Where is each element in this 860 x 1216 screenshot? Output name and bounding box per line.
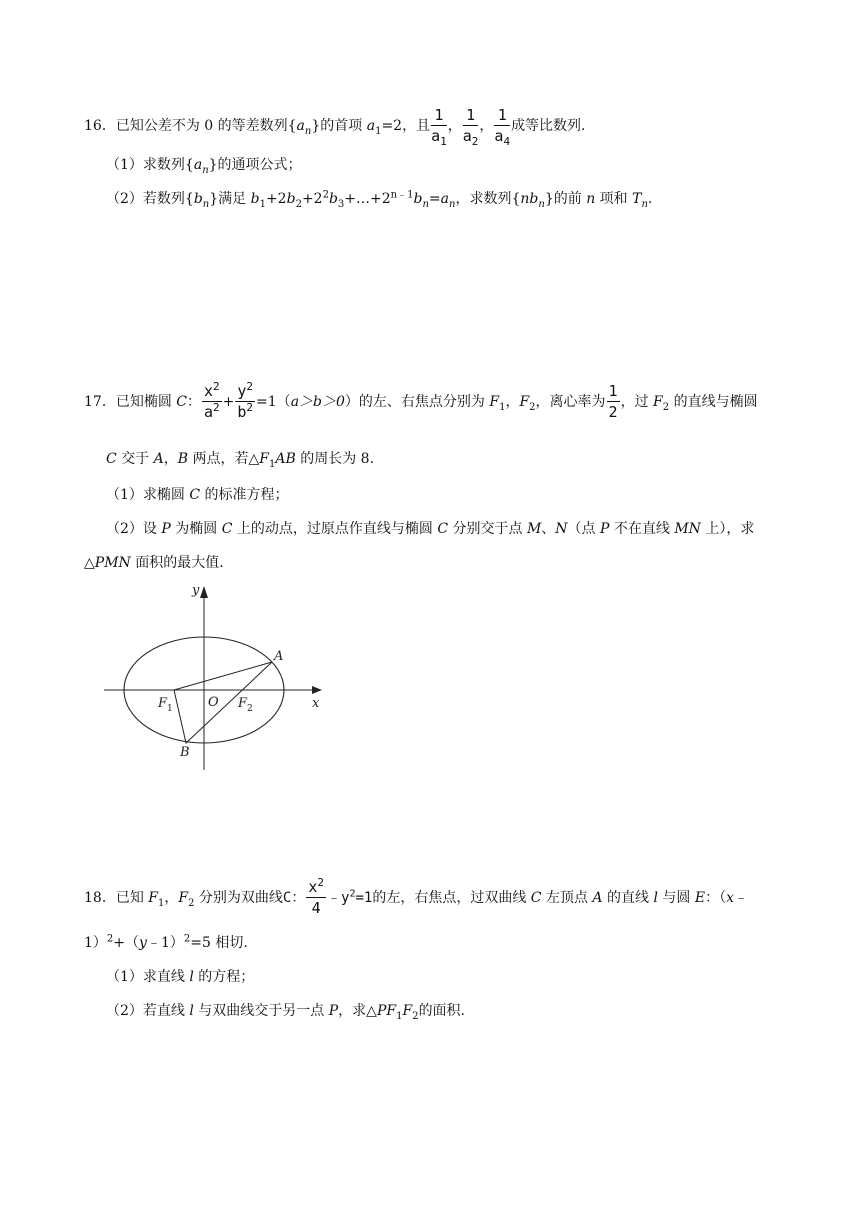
q16-part1: （1）求数列$\{a_n\}$的通项公式； [106,157,302,176]
q17-stem: 17．已知椭圆 C： $\frac{x^2}{a^2}$ + $\frac{y^2}{b^2}$ =1（a＞b＞0）的左、右焦点分别为 $F_1$，$F_2$，离心率为 $\frac{1}{2}$ ，过 $F_2$ 的直线与椭圆 [84,380,758,421]
fraction-x2-over-a2: $\frac{x^2}{a^2}$ [204,380,220,421]
label-a: A [274,649,284,664]
fraction-x2-over-4: $\frac{x^2}{4}$ [308,876,325,917]
label-x: x [312,696,320,711]
fraction-one-half: $\frac{1}{2}$ [608,382,618,421]
label-y: y [192,583,200,598]
triangle-f1ab [174,662,272,743]
q18-stem-line2: 1）$^2$+（y﹣1）$^2$=5 相切. [84,933,248,951]
q17-stem-line2: C 交于 A，B 两点，若$\triangle F_1AB$ 的周长为 8. [106,451,375,470]
q17-part2-line2: △PMN 面积的最大值. [84,555,224,571]
x-axis-arrow [312,686,322,694]
q18-stem: 18．已知 $F_1$，$F_2$ 分别为双曲线C： $\frac{x^2}{4}$ $﹣y^2=1$的左，右焦点，过双曲线 C 左顶点 A 的直线 l 与圆 E：（x﹣ [84,876,748,917]
q16-part2: （2）若数列$\{b_n\}$满足 $b_1+2b_2+2^2b_3+\dots+2^{n﹣1}b_n=a_n$，求数列$\{nb_n\}$的前 n 项和 $T_n$. [106,189,653,210]
fraction-1-over-a4: $\frac{1}{a_4}$ [494,106,511,148]
y-axis-arrow [200,586,208,598]
label-o: O [208,695,219,710]
fraction-y2-over-b2: $\frac{y^2}{b^2}$ [237,380,254,421]
q18-part2: （2）若直线 l 与双曲线交于另一点 P，求$\triangle PF_1F_2$的面积. [106,1003,466,1022]
label-f2-sub: 2 [247,704,253,714]
q18-part1: （1）求直线 l 的方程； [106,969,255,985]
label-f2: F [238,696,248,711]
q16-stem: 16．已知公差不为 0 的等差数列$\{a_n\}$的首项 $a_1=2$，且 $\frac{1}{a_1}$ ， $\frac{1}{a_2}$ ， $\frac{1}{a_4}$ 成等比数列. [84,106,586,148]
fraction-1-over-a2: $\frac{1}{a_2}$ [462,106,479,148]
label-b: B [180,745,190,760]
q17-part2: （2）设 P 为椭圆 C 上的动点，过原点作直线与椭圆 C 分别交于点 M、N（点 P 不在直线 MN 上），求 [106,521,755,537]
label-f1-sub: 1 [167,704,173,714]
ellipse-diagram [100,580,340,780]
q17-part1: （1）求椭圆 C 的标准方程； [106,487,289,503]
fraction-1-over-a1: $\frac{1}{a_1}$ [431,106,447,148]
label-f1: F [158,696,168,711]
